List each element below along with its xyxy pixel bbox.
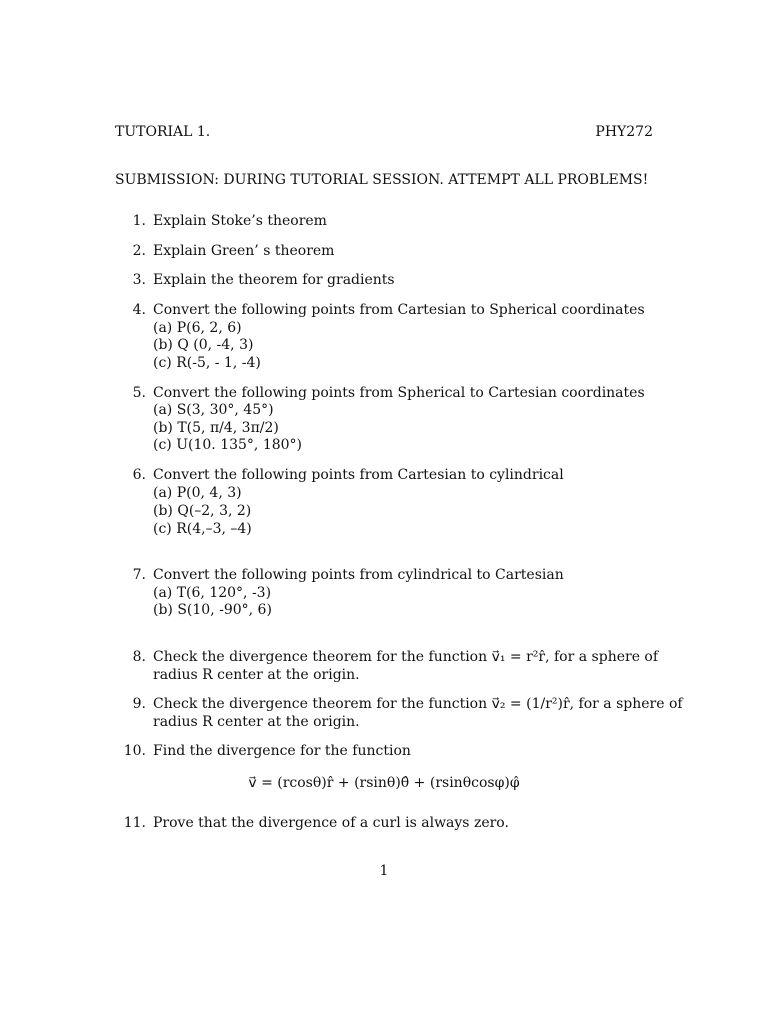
- problem-5-text: Convert the following points from Spherical to Cartesian coordinates: [153, 385, 645, 401]
- problem-6-part-b: (b) Q(–2, 3, 2): [153, 503, 252, 519]
- problem-4-text: Convert the following points from Cartesian to Spherical coordinates: [153, 302, 645, 318]
- problem-6-part-a: (a) P(0, 4, 3): [153, 485, 242, 501]
- problem-2-number: 2.: [132, 243, 146, 259]
- problem-5-part-a: (a) S(3, 30°, 45°): [153, 402, 274, 418]
- problem-11-number: 11.: [123, 815, 146, 831]
- problem-7-part-a: (a) T(6, 120°, -3): [153, 585, 272, 601]
- problem-6-number: 6.: [132, 467, 146, 483]
- problem-7-part-b: (b) S(10, -90°, 6): [153, 602, 272, 618]
- course-code: PHY272: [595, 124, 653, 140]
- problem-1-text: Explain Stoke’s theorem: [153, 213, 327, 229]
- problem-9-number: 9.: [132, 696, 146, 712]
- problem-4-number: 4.: [132, 302, 146, 318]
- problem-6-text: Convert the following points from Cartesian to cylindrical: [153, 467, 564, 483]
- problem-8-text-line-2: radius R center at the origin.: [153, 667, 360, 683]
- page-number: 1: [379, 863, 389, 879]
- problem-5-part-b: (b) T(5, π/4, 3π/2): [153, 420, 279, 436]
- problem-5-part-c: (c) U(10. 135°, 180°): [153, 437, 302, 453]
- problem-8-text-line-1: Check the divergence theorem for the function v⃗₁ = r²r̂, for a sphere of: [153, 649, 659, 665]
- problem-4-part-c: (c) R(-5, - 1, -4): [153, 355, 261, 371]
- submission-instruction: SUBMISSION: DURING TUTORIAL SESSION. ATTEMPT ALL PROBLEMS!: [115, 172, 649, 188]
- problem-9-text-line-1: Check the divergence theorem for the function v⃗₂ = (1/r²)r̂, for a sphere of: [153, 696, 683, 712]
- problem-10-number: 10.: [123, 743, 146, 759]
- divergence-equation: v⃗ = (rcosθ)r̂ + (rsinθ)θ̂ + (rsinθcosφ)φ̂: [248, 775, 520, 791]
- problem-4-part-a: (a) P(6, 2, 6): [153, 320, 242, 336]
- problem-10-text: Find the divergence for the function: [153, 743, 411, 759]
- problem-7-number: 7.: [132, 567, 146, 583]
- problem-9-text-line-2: radius R center at the origin.: [153, 714, 360, 730]
- problem-7-text: Convert the following points from cylindrical to Cartesian: [153, 567, 564, 583]
- problem-6-part-c: (c) R(4,–3, –4): [153, 521, 252, 537]
- problem-4-part-b: (b) Q (0, -4, 3): [153, 337, 254, 353]
- tutorial-title: TUTORIAL 1.: [115, 124, 211, 140]
- problem-3-number: 3.: [132, 272, 146, 288]
- problem-5-number: 5.: [132, 385, 146, 401]
- problem-3-text: Explain the theorem for gradients: [153, 272, 395, 288]
- problem-11-text: Prove that the divergence of a curl is always zero.: [153, 815, 509, 831]
- problem-8-number: 8.: [132, 649, 146, 665]
- problem-1-number: 1.: [132, 213, 146, 229]
- problem-2-text: Explain Green’ s theorem: [153, 243, 335, 259]
